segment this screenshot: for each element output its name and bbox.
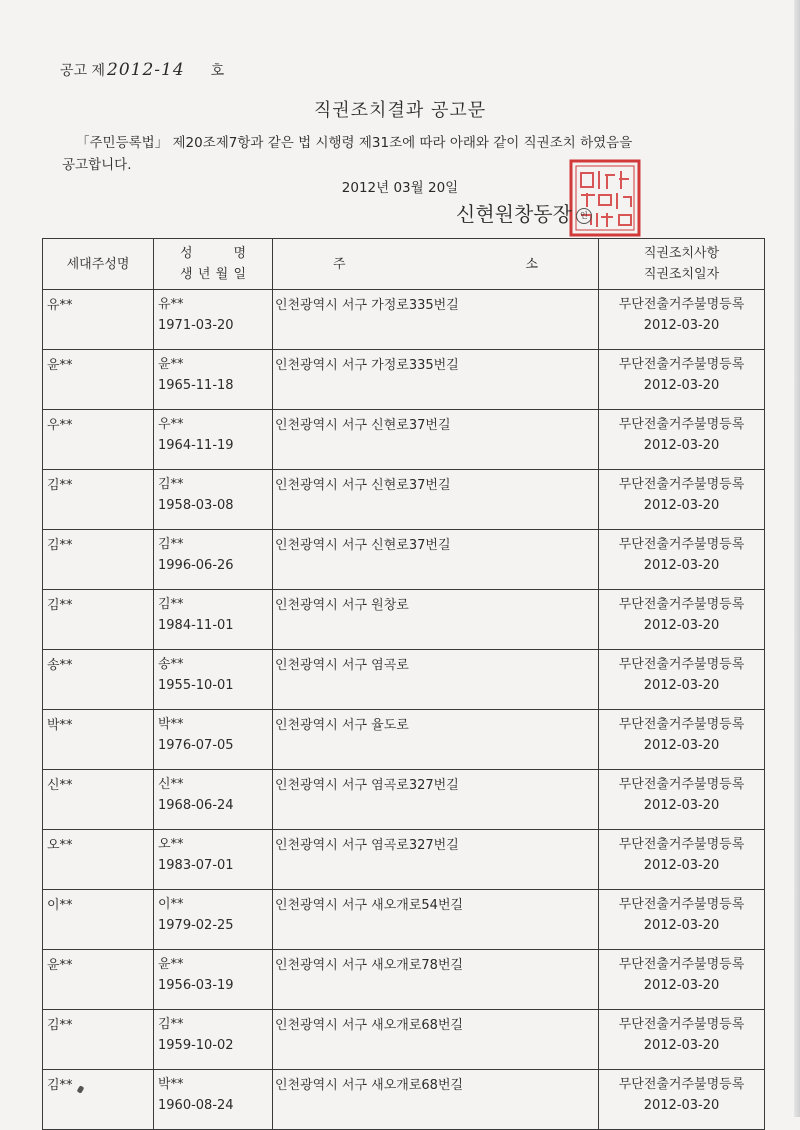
action-date: 2012-03-20 [643,378,720,393]
action-type: 무단전출거주불명등록 [618,837,745,852]
cell-name-birth [154,1010,273,1070]
birth-date: 1983-07-01 [158,858,234,873]
notice-table [42,238,765,1130]
resident-name: 오** [158,837,184,852]
action-type: 무단전출거주불명등록 [618,657,745,672]
table-header-row [43,239,765,290]
address-text: 인천광역시 서구 신현로37번길 [275,478,451,493]
cell-action [599,530,765,590]
cell-head-of-household [43,470,154,530]
head-of-household-name: 오** [47,838,73,853]
header-action [599,239,765,290]
resident-name: 송** [158,657,184,672]
head-of-household-name: 김** [47,1018,73,1033]
table-row [43,590,765,650]
header-action-type: 직권조치사항 [643,246,720,261]
birth-date: 1958-03-08 [158,498,234,513]
action-date: 2012-03-20 [643,558,720,573]
cell-head-of-household [43,770,154,830]
intro-line-2: 공고합니다. [62,157,132,173]
action-date: 2012-03-20 [643,1098,720,1113]
cell-action [599,590,765,650]
head-of-household-name: 김** [47,478,73,493]
header-name [154,243,272,264]
cell-name-birth [154,470,273,530]
action-type: 무단전출거주불명등록 [618,597,745,612]
cell-action [599,290,765,350]
cell-name-birth [154,590,273,650]
birth-date: 1984-11-01 [158,618,234,633]
cell-address [273,590,599,650]
action-date: 2012-03-20 [643,498,720,513]
address-text: 인천광역시 서구 가정로335번길 [275,298,459,313]
action-type: 무단전출거주불명등록 [618,477,745,492]
resident-name: 김** [158,1017,184,1032]
cell-head-of-household [43,1010,154,1070]
birth-date: 1965-11-18 [158,378,234,393]
table-row [43,890,765,950]
cell-name-birth [154,350,273,410]
table-row [43,1070,765,1130]
header-birth-char: 년 [197,267,211,282]
resident-name: 유** [158,297,184,312]
resident-name: 박** [158,717,184,732]
resident-name: 김** [158,597,184,612]
action-date: 2012-03-20 [643,618,720,633]
table-row [43,1010,765,1070]
resident-name: 김** [158,477,184,492]
resident-name: 우** [158,417,184,432]
birth-date: 1956-03-19 [158,978,234,993]
cell-action [599,1010,765,1070]
action-type: 무단전출거주불명등록 [618,897,745,912]
head-of-household-name: 송** [47,658,73,673]
cell-action [599,770,765,830]
notice-date: 2012년 03월 20일 [341,180,459,196]
head-of-household-name: 박** [47,718,73,733]
cell-action [599,1070,765,1130]
table-row [43,410,765,470]
address-text: 인천광역시 서구 염곡로327번길 [275,778,459,793]
resident-name: 윤** [158,957,184,972]
table-row [43,530,765,590]
header-address [273,239,599,290]
intro-line-1: 「주민등록법」 제20조제7항과 같은 법 시행령 제31조에 따라 아래와 같이 직권조치 하였음을 [76,135,633,151]
cell-address [273,830,599,890]
header-action-date: 직권조치일자 [643,267,720,282]
cell-action [599,410,765,470]
birth-date: 1996-06-26 [158,558,234,573]
action-type: 무단전출거주불명등록 [618,1017,745,1032]
cell-name-birth [154,650,273,710]
cell-address [273,410,599,470]
resident-name: 윤** [158,357,184,372]
cell-name-birth [154,530,273,590]
address-text: 인천광역시 서구 염곡로327번길 [275,838,459,853]
action-type: 무단전출거주불명등록 [618,417,745,432]
cell-action [599,890,765,950]
cell-address [273,950,599,1010]
notice-number-prefix: 공고 제 [60,63,106,79]
address-text: 인천광역시 서구 신현로37번길 [275,538,451,553]
action-type: 무단전출거주불명등록 [618,777,745,792]
cell-address [273,650,599,710]
cell-address [273,1010,599,1070]
action-date: 2012-03-20 [643,1038,720,1053]
birth-date: 1964-11-19 [158,438,234,453]
head-of-household-name: 윤** [47,958,73,973]
action-type: 무단전출거주불명등록 [618,957,745,972]
header-head-of-household: 세대주성명 [43,239,154,290]
cell-name-birth [154,290,273,350]
birth-date: 1976-07-05 [158,738,234,753]
table-row [43,470,765,530]
cell-action [599,830,765,890]
cell-head-of-household [43,650,154,710]
table-row [43,710,765,770]
cell-head-of-household [43,950,154,1010]
cell-head-of-household [43,530,154,590]
head-of-household-name: 김** [47,538,73,553]
address-text: 인천광역시 서구 염곡로 [275,658,409,673]
header-name-char: 성 [180,246,193,261]
cell-name-birth [154,410,273,470]
action-type: 무단전출거주불명등록 [618,297,745,312]
office-name-text: 신현원창동장 [456,202,572,226]
action-type: 무단전출거주불명등록 [618,537,745,552]
address-text: 인천광역시 서구 새오개로78번길 [275,958,464,973]
head-of-household-name: 우** [47,418,73,433]
resident-name: 신** [158,777,184,792]
cell-name-birth [154,770,273,830]
cell-name-birth [154,710,273,770]
cell-action [599,350,765,410]
head-of-household-name: 신** [47,778,73,793]
header-birth-char: 월 [215,267,229,282]
table-row [43,770,765,830]
cell-address [273,770,599,830]
head-of-household-name: 김** [47,1078,73,1093]
birth-date: 1968-06-24 [158,798,234,813]
action-type: 무단전출거주불명등록 [618,717,745,732]
cell-head-of-household [43,890,154,950]
notice-number [60,60,224,80]
header-address-char: 주 [333,256,346,272]
cell-head-of-household [43,1070,154,1130]
cell-address [273,470,599,530]
address-text: 인천광역시 서구 새오개로68번길 [275,1018,464,1033]
cell-address [273,290,599,350]
cell-name-birth [154,830,273,890]
cell-address [273,1070,599,1130]
resident-name: 박** [158,1077,184,1092]
notice-number-suffix: 호 [210,63,225,79]
action-date: 2012-03-20 [643,918,720,933]
seal-mark-icon: 인 [576,208,592,224]
table-row [43,290,765,350]
cell-name-birth [154,890,273,950]
document-title: 직권조치결과 공고문 [313,100,487,121]
cell-address [273,890,599,950]
resident-name: 김** [158,537,184,552]
header-birth-char: 생 [180,267,193,282]
header-name-char: 명 [233,246,246,261]
action-date: 2012-03-20 [643,318,720,333]
cell-head-of-household [43,590,154,650]
birth-date: 1979-02-25 [158,918,234,933]
table-row [43,830,765,890]
header-birth [154,264,272,285]
header-address-char: 소 [525,256,538,272]
header-name-birth [154,239,273,290]
head-of-household-name: 이** [47,898,73,913]
scan-edge [794,0,800,1117]
action-date: 2012-03-20 [643,858,720,873]
birth-date: 1955-10-01 [158,678,234,693]
birth-date: 1971-03-20 [158,318,234,333]
cell-head-of-household [43,350,154,410]
table-row [43,650,765,710]
resident-name: 이** [158,897,184,912]
cell-head-of-household [43,710,154,770]
address-text: 인천광역시 서구 율도로 [275,718,409,733]
action-date: 2012-03-20 [643,978,720,993]
cell-action [599,710,765,770]
cell-head-of-household [43,830,154,890]
cell-action [599,950,765,1010]
action-type: 무단전출거주불명등록 [618,1077,745,1092]
action-type: 무단전출거주불명등록 [618,357,745,372]
birth-date: 1959-10-02 [158,1038,234,1053]
office-name [456,198,592,227]
cell-address [273,350,599,410]
cell-address [273,530,599,590]
cell-head-of-household [43,290,154,350]
table-row [43,350,765,410]
cell-name-birth [154,950,273,1010]
action-date: 2012-03-20 [643,678,720,693]
address-text: 인천광역시 서구 새오개로54번길 [275,898,464,913]
cell-action [599,650,765,710]
cell-action [599,470,765,530]
address-text: 인천광역시 서구 새오개로68번길 [275,1078,464,1093]
cell-address [273,710,599,770]
cell-head-of-household [43,410,154,470]
action-date: 2012-03-20 [643,798,720,813]
header-birth-char: 일 [233,267,246,282]
notice-number-handwritten: 2012-14 [107,60,185,80]
address-text: 인천광역시 서구 가정로335번길 [275,358,459,373]
head-of-household-name: 윤** [47,358,73,373]
table-row [43,950,765,1010]
head-of-household-name: 유** [47,298,73,313]
cell-name-birth [154,1070,273,1130]
head-of-household-name: 김** [47,598,73,613]
action-date: 2012-03-20 [643,438,720,453]
action-date: 2012-03-20 [643,738,720,753]
address-text: 인천광역시 서구 신현로37번길 [275,418,451,433]
address-text: 인천광역시 서구 원창로 [275,598,409,613]
birth-date: 1960-08-24 [158,1098,234,1113]
